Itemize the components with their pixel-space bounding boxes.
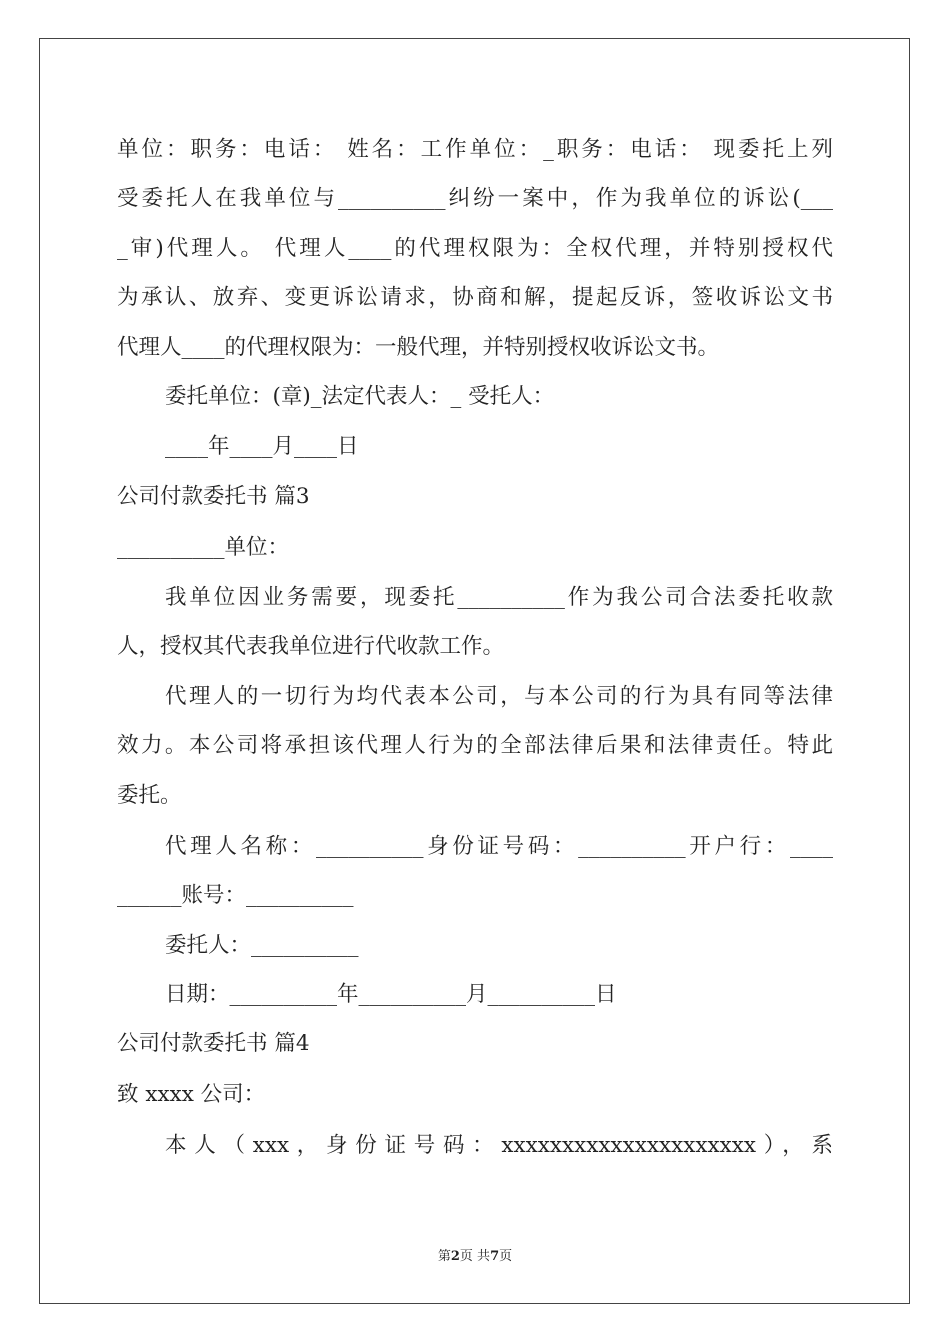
total-pages-number: 7 bbox=[490, 1249, 500, 1264]
section-heading: 公司付款委托书 篇3 bbox=[117, 484, 310, 509]
footer-suffix: 页 bbox=[499, 1249, 513, 1264]
text-line: 我单位因业务需要，现委托__________作为我公司合法委托收款 bbox=[165, 585, 833, 610]
footer-prefix: 第 bbox=[437, 1249, 451, 1264]
text-line: 委托。 bbox=[117, 783, 182, 808]
text-line: 代理人____的代理权限为：一般代理，并特别授权收诉讼文书。 bbox=[117, 335, 720, 360]
text-line: 为承认、放弃、变更诉讼请求，协商和解，提起反诉，签收诉讼文书 bbox=[117, 285, 833, 310]
form-field-line: 代理人名称：__________身份证号码：__________开户行：____ bbox=[165, 834, 833, 859]
text-line: 委托单位：(章)_法定代表人：_ 受托人： bbox=[165, 384, 555, 409]
text-line: 人，授权其代表我单位进行代收款工作。 bbox=[117, 634, 505, 659]
section-heading: 公司付款委托书 篇4 bbox=[117, 1031, 310, 1056]
text-line: 代理人的一切行为均代表本公司，与本公司的行为具有同等法律 bbox=[165, 684, 833, 709]
current-page-number: 2 bbox=[450, 1249, 460, 1264]
text-line: 效力。本公司将承担该代理人行为的全部法律后果和法律责任。特此 bbox=[117, 733, 833, 758]
addressee-line: 致 xxxx 公司： bbox=[117, 1082, 266, 1107]
footer-mid: 页 共 bbox=[459, 1249, 491, 1264]
form-field-line: 委托人：__________ bbox=[165, 933, 359, 958]
date-line: 日期：__________年__________月__________日 bbox=[165, 982, 617, 1007]
addressee-line: __________单位： bbox=[117, 535, 290, 560]
form-field-line: ______账号：__________ bbox=[117, 883, 354, 908]
date-line: ____年____月____日 bbox=[165, 434, 359, 459]
text-line: 本人（xxx，身份证号码：xxxxxxxxxxxxxxxxxxxxx），系 bbox=[165, 1133, 833, 1158]
text-line: 单位：职务：电话： 姓名：工作单位：_职务：电话： 现委托上列 bbox=[117, 137, 833, 162]
text-line: 受委托人在我单位与__________纠纷一案中，作为我单位的诉讼(___ bbox=[117, 186, 833, 211]
text-line: _审)代理人。 代理人____的代理权限为：全权代理，并特别授权代 bbox=[117, 236, 833, 261]
page-footer bbox=[0, 1245, 950, 1264]
